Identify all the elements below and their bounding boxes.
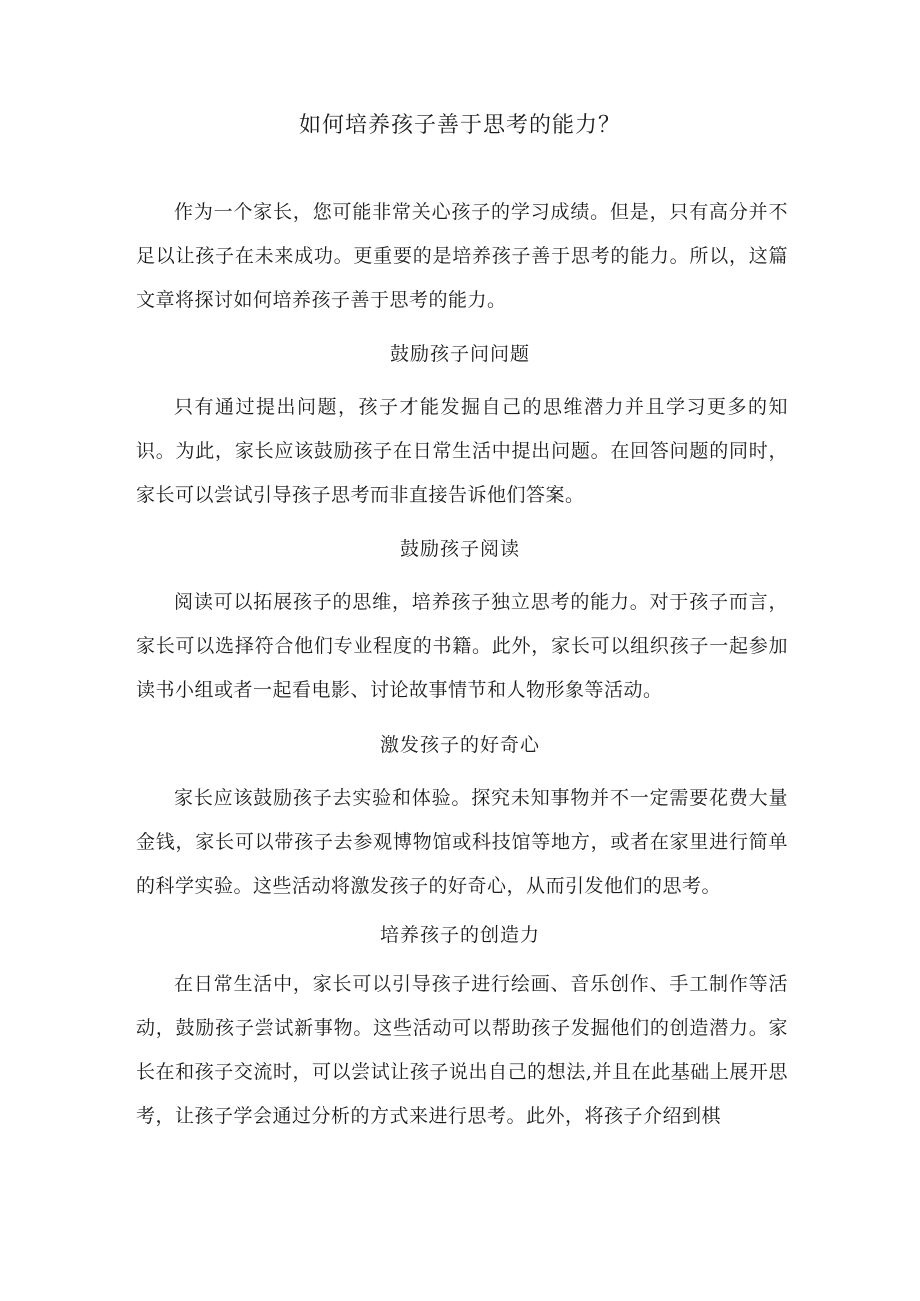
section-body-ask-questions: 只有通过提出问题，孩子才能发掘自己的思维潜力并且学习更多的知识。为此，家长应该鼓励孩子在日常生活中提出问题。在回答问题的同时，家长可以尝试引导孩子思考而非直接告诉他们答案。: [136, 396, 788, 506]
section-body-creativity: 在日常生活中，家长可以引导孩子进行绘画、音乐创作、手工制作等活动，鼓励孩子尝试新事物。这些活动可以帮助孩子发掘他们的创造潜力。家长在和孩子交流时，可以尝试让孩子说出自己的想法,并且在此基础上展开思考，让孩子学会通过分析的方式来进行思考。此外，将孩子介绍到棋: [136, 973, 788, 1127]
intro-paragraph: 作为一个家长，您可能非常关心孩子的学习成绩。但是，只有高分并不足以让孩子在未来成功。更重要的是培养孩子善于思考的能力。所以，这篇文章将探讨如何培养孩子善于思考的能力。: [136, 201, 788, 311]
section-body-reading: 阅读可以拓展孩子的思维，培养孩子独立思考的能力。对于孩子而言，家长可以选择符合他们专业程度的书籍。此外，家长可以组织孩子一起参加读书小组或者一起看电影、讨论故事情节和人物形象等活动。: [136, 591, 788, 701]
section-heading-ask-questions: 鼓励孩子问问题: [389, 343, 530, 365]
section-heading-creativity: 培养孩子的创造力: [379, 924, 540, 946]
document-title: 如何培养孩子善于思考的能力？: [298, 113, 621, 138]
section-heading-curiosity: 激发孩子的好奇心: [379, 734, 540, 756]
section-body-curiosity: 家长应该鼓励孩子去实验和体验。探究未知事物并不一定需要花费大量金钱，家长可以带孩子去参观博物馆或科技馆等地方，或者在家里进行简单的科学实验。这些活动将激发孩子的好奇心，从而引发他们的思考。: [136, 787, 788, 897]
section-heading-reading: 鼓励孩子阅读: [399, 538, 520, 560]
